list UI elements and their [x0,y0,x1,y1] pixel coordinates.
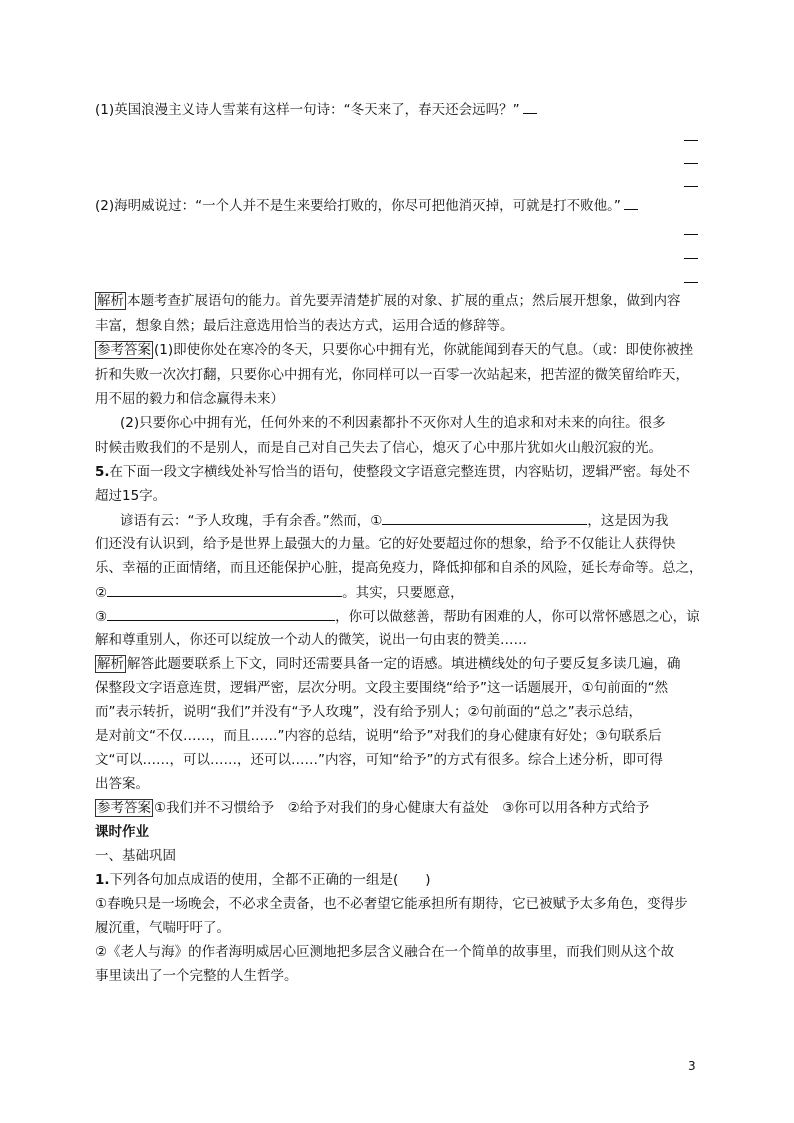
page-number: 3 [688,1059,696,1073]
hw-q1-sentence-line: 事里读出了一个完整的人生哲学。 [95,968,298,984]
q5-passage-line: ③ ，你可以做慈善，帮助有困难的人，你可以常怀感恩之心，谅 [95,609,700,625]
question-number: 1. [95,872,110,888]
fill-blank-1 [382,511,587,525]
answer-blank [523,100,537,114]
section-subtitle: 一、基础巩固 [95,848,176,864]
analysis-label: 解析 [97,656,124,672]
q4-item1: (1)英国浪漫主义诗人雪莱有这样一句诗：“冬天来了，春天还会远吗？” [95,100,537,119]
answer-blank [624,196,638,210]
hw-q1-sentence-line: 履沉重，气喘吁吁了。 [95,920,230,936]
q5-passage-line: 乐、幸福的正面情绪，而且还能保护心脏，提高免疫力，降低抑郁和自杀的风险，延长寿命等。总之， [95,560,703,576]
q5-analysis-line: 解析 解答此题要联系上下文，同时还需要具备一定的语感。填进横线处的句子要反复多读几遍，确 [97,656,681,672]
q5-passage-line: 谚语有云：“予人玫瑰，手有余香。”然而，① ，这是因为我 [120,513,669,529]
q4-analysis-line: 解析 本题考查扩展语句的能力。首先要弄清楚扩展的对象、扩展的重点；然后展开想象，做到内容 [97,293,681,309]
q4-answer-line: 折和失败一次次打翻，只要你心中拥有光，你同样可以一百零一次站起来，把苦涩的微笑留给昨天， [95,367,689,383]
question-number: 5. [95,464,110,480]
section-title: 课时作业 [95,824,149,840]
fill-blank-3 [107,607,335,621]
answer-blank-line [684,234,698,235]
answer-blank-line [684,186,698,187]
q5-analysis-line: 而”表示转折，说明“我们”并没有“予人玫瑰”，没有给予别人；②句前面的“总之”表示总结， [95,704,643,720]
fill-blank-2 [107,583,342,597]
hw-q1-stem: 1.下列各句加点成语的使用，全都不正确的一组是( ) [95,872,431,888]
q5-analysis-line: 是对前文“不仅……，而且……”内容的总结，说明“给予”对我们的身心健康有好处；③句联系后 [95,728,662,744]
answer-blank-line [684,163,698,164]
q5-stem-line: 5.在下面一段文字横线处补写恰当的语句，使整段文字语意完整连贯，内容贴切，逻辑严密。每处不 [95,464,691,480]
answer-blank-line [684,140,698,141]
q4-analysis-line: 丰富，想象自然；最后注意选用恰当的表达方式，运用合适的修辞等。 [95,318,514,334]
q4-answer-line: 用不屈的毅力和信念赢得未来） [95,391,284,407]
answer-label: 参考答案 [97,800,151,816]
q4-answer2-line: (2)只要你心中拥有光，任何外来的不利因素都扑不灭你对人生的追求和对未来的向往。很多 [120,415,666,431]
answer-label: 参考答案 [97,342,151,358]
q5-analysis-line: 出答案。 [95,776,149,792]
q5-passage-line: 解和尊重别人，你还可以绽放一个动人的微笑，说出一句由衷的赞美…… [95,632,527,648]
q4-answer2-line: 时候击败我们的不是别人，而是自己对自己失去了信心，熄灭了心中那片犹如火山般沉寂的光。 [95,440,662,456]
answer-blank-line [684,282,698,283]
q5-answer-line: 参考答案 ①我们并不习惯给予 ②给予对我们的身心健康大有益处 ③你可以用各种方式给予 [97,800,650,816]
hw-q1-sentence-line: ①春晚只是一场晚会，不必求全责备，也不必奢望它能承担所有期待，它已被赋予太多角色，变得步 [95,896,688,912]
q4-answer-line: 参考答案 (1)即使你处在寒冷的冬天，只要你心中拥有光，你就能闻到春天的气息。（或：即使你被挫 [97,342,693,358]
q5-passage-line: ② 。其实，只要愿意， [95,585,464,601]
q5-stem-line: 超过15字。 [95,488,167,504]
q5-analysis-line: 保整段文字语意连贯，逻辑严密，层次分明。文段主要围绕“给予”这一话题展开，①句前面的“然 [95,680,669,696]
answer-blank-line [684,258,698,259]
q4-item2: (2)海明威说过：“一个人并不是生来要给打败的，你尽可把他消灭掉，可就是打不败他。” [95,196,638,215]
q5-analysis-line: 文“可以……，可以……，还可以……”内容，可知“给予”的方式有很多。综合上述分析，即可得 [95,752,663,768]
hw-q1-sentence-line: ②《老人与海》的作者海明威居心叵测地把多层含义融合在一个简单的故事里，而我们则从这个故 [95,944,675,960]
analysis-label: 解析 [97,293,124,309]
q5-passage-line: 们还没有认识到，给予是世界上最强大的力量。它的好处要超过你的想象，给予不仅能让人获得快 [95,536,676,552]
